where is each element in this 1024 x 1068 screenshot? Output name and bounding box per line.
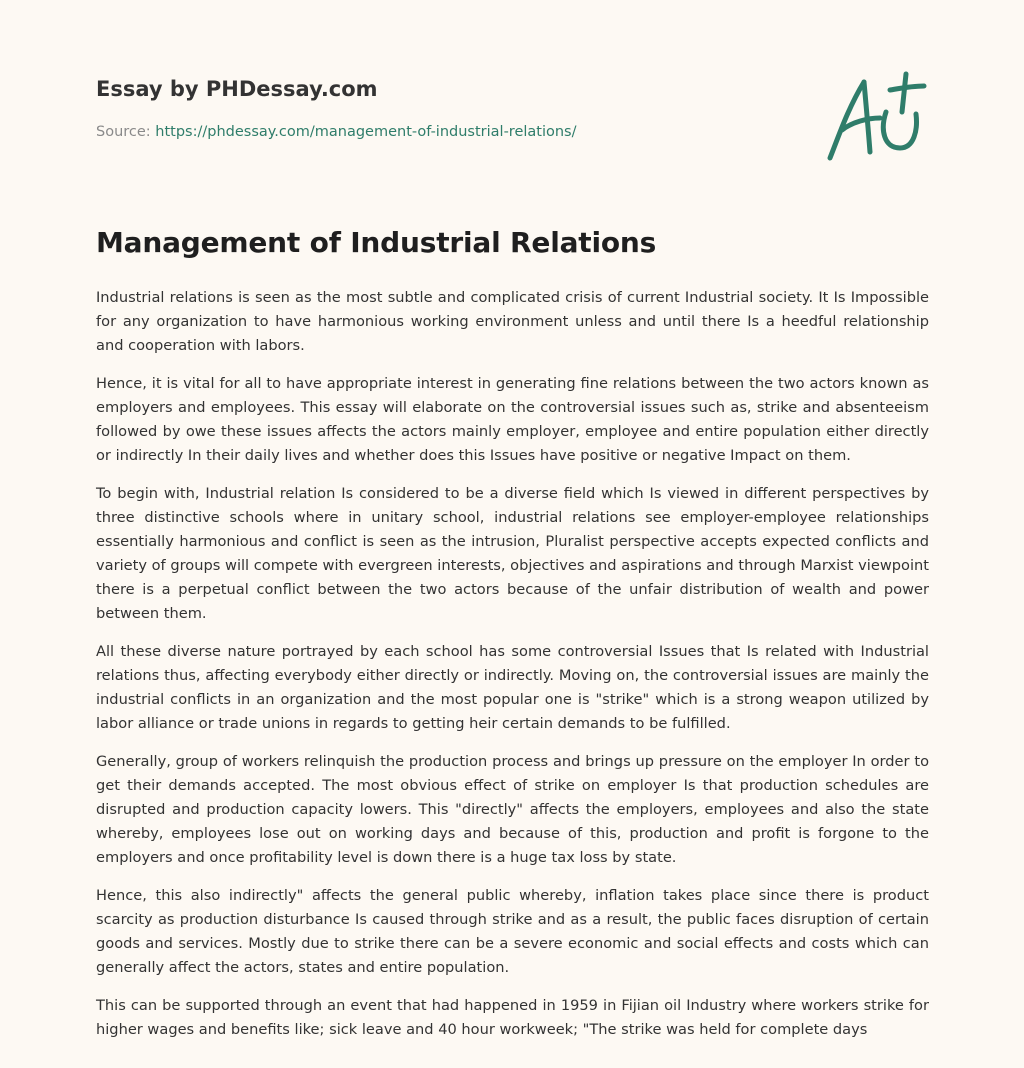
source-link[interactable]: https://phdessay.com/management-of-industrial-relations/ [155, 124, 577, 140]
essay-body [96, 286, 929, 1056]
a-plus-grade-icon [824, 68, 928, 164]
essay-title: Management of Industrial Relations [96, 226, 657, 259]
essay-paragraph: Hence, this also indirectly" affects the general public whereby, inflation takes place since there is product scarcity as production disturbance Is caused through strike and as a result, the public faces disruption of certain goods and services. Mostly due to strike there can be a severe economic and social effects and costs which can generally affect the actors, states and entire population. [96, 887, 929, 976]
essay-paragraph: Generally, group of workers relinquish the production process and brings up pressure on the employer In order to get their demands accepted. The most obvious effect of strike on employer Is that production schedules are disrupted and production capacity lowers. This "directly" affects the employers, employees and also the state whereby, employees lose out on working days and because of this, production and profit is forgone to the employers and once profitability level is down there is a huge tax loss by state. [96, 753, 929, 866]
essay-paragraph: Industrial relations is seen as the most subtle and complicated crisis of current Industrial society. It Is Impossible for any organization to have harmonious working environment unless and until there Is a heedful relationship and cooperation with labors. [96, 289, 929, 354]
essay-paragraph: This can be supported through an event that had happened in 1959 in Fijian oil Industry where workers strike for higher wages and benefits like; sick leave and 40 hour workweek; "The strike was held for complete days [96, 997, 929, 1038]
source-line [96, 124, 577, 140]
essay-paragraph: To begin with, Industrial relation Is considered to be a diverse field which Is viewed in different perspectives by three distinctive schools where in unitary school, industrial relations see employer-employee relationships essentially harmonious and conflict is seen as the intrusion, Pluralist perspective accepts expected conflicts and variety of groups will compete with evergreen interests, objectives and aspirations and through Marxist viewpoint there is a perpetual conflict between the two actors because of the unfair distribution of wealth and power between them. [96, 485, 929, 622]
site-title: Essay by PHDessay.com [96, 77, 378, 101]
essay-paragraph: Hence, it is vital for all to have appropriate interest in generating fine relations between the two actors known as employers and employees. This essay will elaborate on the controversial issues such as, strike and absenteeism followed by owe these issues affects the actors mainly employer, employee and entire population either directly or indirectly In their daily lives and whether does this Issues have positive or negative Impact on them. [96, 375, 929, 464]
essay-paragraph: All these diverse nature portrayed by each school has some controversial Issues that Is related with Industrial relations thus, affecting everybody either directly or indirectly. Moving on, the controversial issues are mainly the industrial conflicts in an organization and the most popular one is "strike" which is a strong weapon utilized by labor alliance or trade unions in regards to getting heir certain demands to be fulfilled. [96, 643, 929, 732]
source-label: Source: [96, 124, 156, 140]
